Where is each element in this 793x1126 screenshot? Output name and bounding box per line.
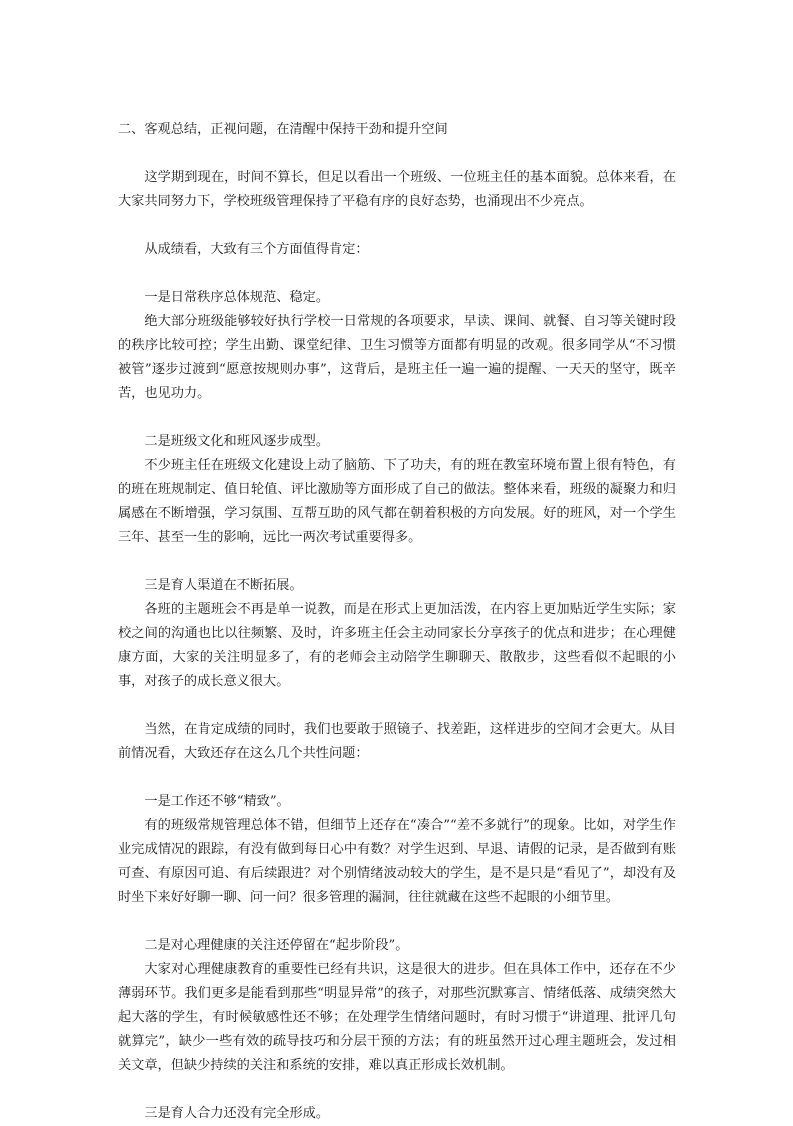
problems-lead: 当然，在肯定成绩的同时，我们也要敢于照镜子、找差距，这样进步的空间才会更大。从目前情况看，大致还存在这么几个共性问题： [118, 722, 676, 761]
problem-2-body: 大家对心理健康教育的重要性已经有共识，这是很大的进步。但在具体工作中，还存在不少薄弱环节。我们更多是能看到那些“明显异常”的孩子，对那些沉默寡言、情绪低落、成绩突然大起大落的学生，有时候敏感性还不够；在处理学生情绪问题时，有时习惯于“讲道理、批评几句就算完”，缺少一些有效的疏导技巧和分层干预的方法；有的班虽然开过心理主题班会，发过相关文章，但缺少持续的关注和系统的安排，难以真正形成长效机制。 [118, 962, 676, 1073]
document-page [118, 118, 676, 1126]
section-heading: 二、客观总结，正视问题，在清醒中保持干劲和提升空间 [118, 122, 448, 137]
problem-3-title: 三是育人合力还没有完全形成。 [144, 1106, 330, 1121]
problem-1-title: 一是工作还不够“精致”。 [144, 794, 290, 809]
problem-2-title: 二是对心理健康的关注还停留在“起步阶段”。 [144, 938, 409, 953]
achievement-3-body: 各班的主题班会不再是单一说教，而是在形式上更加活泼，在内容上更加贴近学生实际；家校之间的沟通也比以往频繁、及时，许多班主任会主动同家长分享孩子的优点和进步；在心理健康方面，大家的关注明显多了，有的老师会主动陪学生聊聊天、散散步，这些看似不起眼的小事，对孩子的成长意义很大。 [118, 602, 676, 689]
achievement-3-title: 三是育人渠道在不断拓展。 [144, 578, 303, 593]
achievement-2-title: 二是班级文化和班风逐步成型。 [144, 434, 330, 449]
achievement-2-body: 不少班主任在班级文化建设上动了脑筋、下了功夫，有的班在教室环境布置上很有特色，有的班在班规制定、值日轮值、评比激励等方面形成了自己的做法。整体来看，班级的凝聚力和归属感在不断增强，学习氛围、互帮互助的风气都在朝着积极的方向发展。好的班风，对一个学生三年、甚至一生的影响，远比一两次考试重要得多。 [118, 458, 676, 545]
problem-1-body: 有的班级常规管理总体不错，但细节上还存在“凑合”“差不多就行”的现象。比如，对学生作业完成情况的跟踪，有没有做到每日心中有数？对学生迟到、早退、请假的记录，是否做到有账可查、有原因可追、有后续跟进？对个别情绪波动较大的学生，是不是只是“看见了”，却没有及时坐下来好好聊一聊、问一问？很多管理的漏洞，往往就藏在这些不起眼的小细节里。 [118, 818, 676, 905]
achievements-lead: 从成绩看，大致有三个方面值得肯定： [144, 242, 369, 257]
achievement-1-body: 绝大部分班级能够较好执行学校一日常规的各项要求，早读、课间、就餐、自习等关键时段的秩序比较可控；学生出勤、课堂纪律、卫生习惯等方面都有明显的改观。很多同学从“不习惯被管”逐步过渡到“愿意按规则办事”，这背后，是班主任一遍一遍的提醒、一天天的坚守，既辛苦，也见功力。 [118, 314, 676, 401]
achievement-1-title: 一是日常秩序总体规范、稳定。 [144, 290, 330, 305]
intro-paragraph: 这学期到现在，时间不算长，但足以看出一个班级、一位班主任的基本面貌。总体来看，在大家共同努力下，学校班级管理保持了平稳有序的良好态势，也涌现出不少亮点。 [118, 170, 676, 209]
